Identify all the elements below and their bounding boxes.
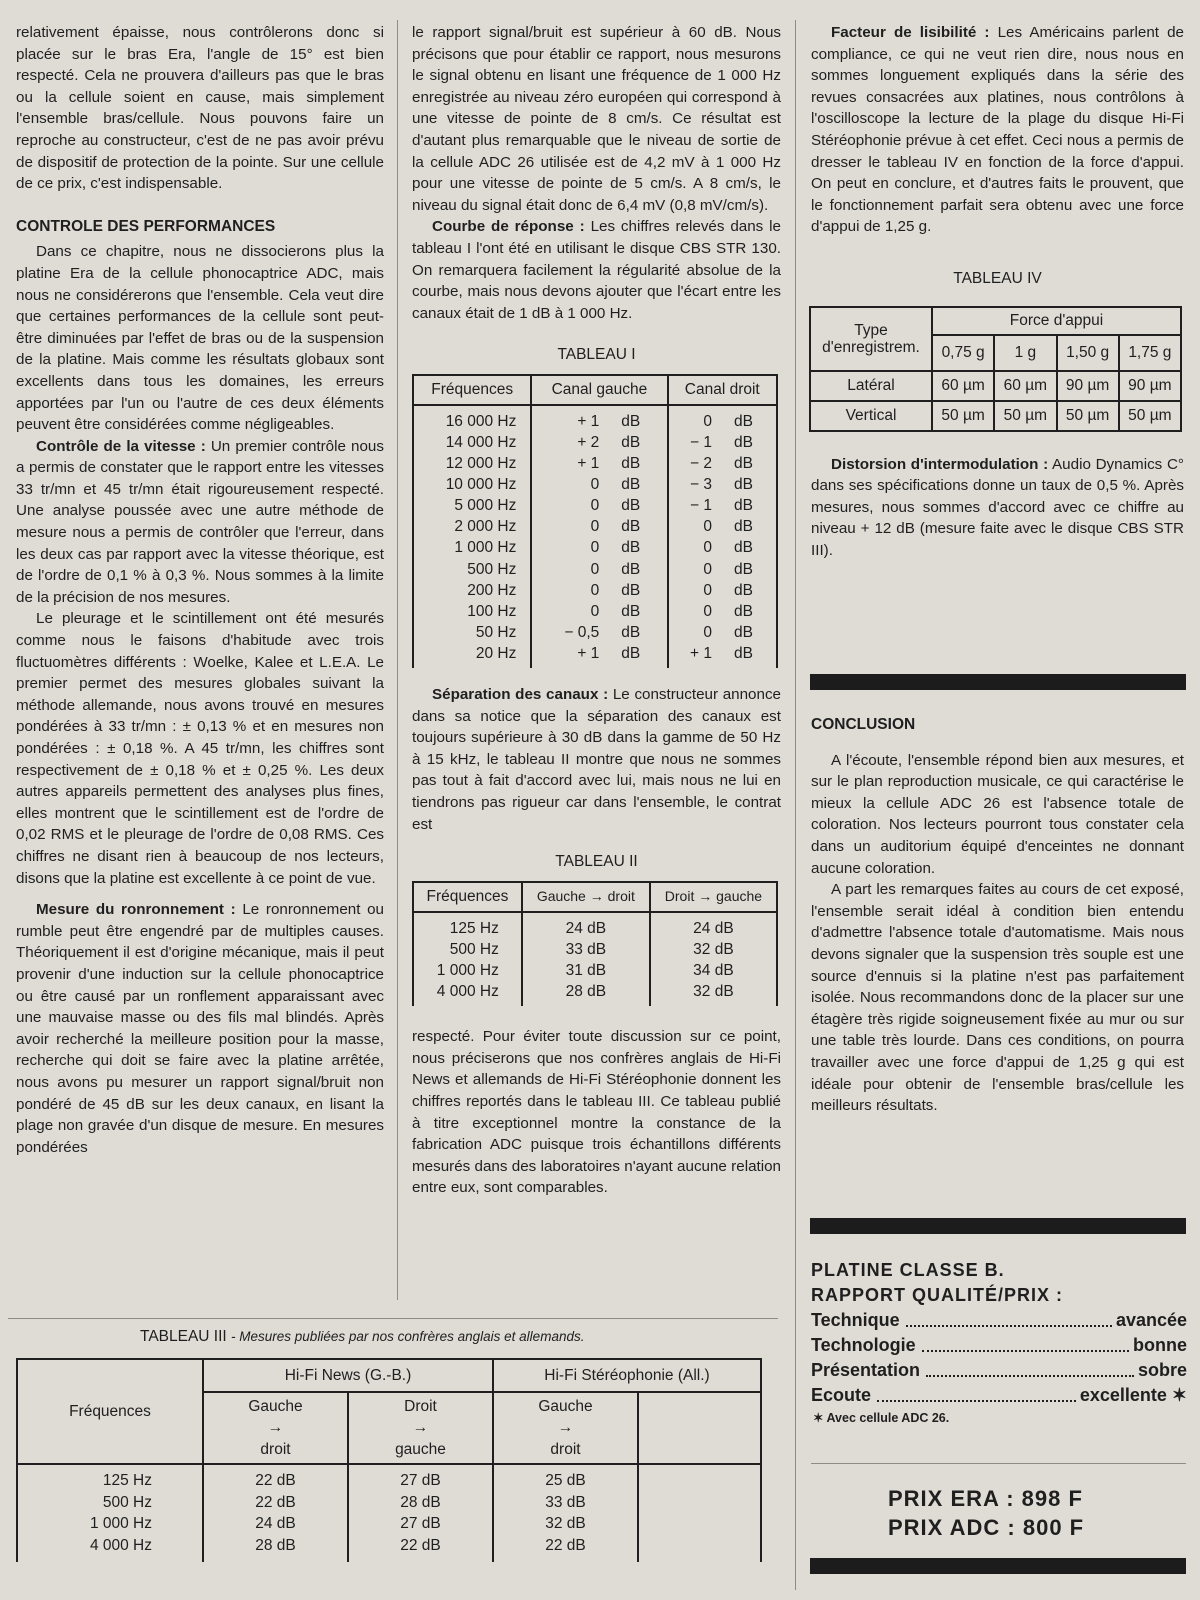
rating-item	[811, 1383, 1187, 1408]
table-row	[413, 622, 777, 643]
run-in-heading: Mesure du ronronnement :	[36, 901, 236, 919]
value-cell: 0	[531, 474, 607, 495]
value-cell: 60 µm	[932, 371, 994, 401]
paragraph-text: Le constructeur annonce dans sa notice que la séparation des canaux est toujours supérieure à 30 dB dans la gamme de 50 Hz à 15 kHz, le tableau II montre que nous ne sommes pas tout à fait d'accord avec lui, mais nous ne lui en tiendrons pas rigueur car dans l'ensemble, le contrat est	[412, 686, 781, 833]
paragraph	[16, 899, 384, 1158]
value-cell: 34 dB	[650, 960, 777, 981]
unit-cell: dB	[720, 474, 777, 495]
paragraph	[16, 436, 384, 609]
value-cell: 22 dB	[203, 1464, 348, 1492]
value-cell: 28 dB	[522, 981, 650, 1006]
value-cell: 0	[668, 405, 720, 432]
table-row	[413, 537, 777, 558]
table-row	[413, 432, 777, 453]
table-empty-cell	[638, 1492, 761, 1514]
rating-item	[811, 1358, 1187, 1383]
paragraph	[811, 454, 1184, 562]
unit-cell: dB	[720, 559, 777, 580]
unit-cell: dB	[607, 643, 667, 668]
value-cell: + 1	[531, 405, 607, 432]
table-header: Gauche → droit	[522, 882, 650, 912]
section-heading: CONCLUSION	[811, 716, 916, 733]
rating-item	[811, 1308, 1187, 1333]
table-row	[413, 580, 777, 601]
table-caption: TABLEAU III	[140, 1328, 227, 1345]
value-cell: 0	[531, 495, 607, 516]
frequency-cell: 500 Hz	[413, 559, 531, 580]
value-cell: 27 dB	[348, 1464, 493, 1492]
table-row	[413, 559, 777, 580]
frequency-cell: 50 Hz	[413, 622, 531, 643]
table-subheader	[493, 1392, 638, 1464]
table-empty-cell	[638, 1392, 761, 1464]
frequency-cell: 4 000 Hz	[17, 1535, 203, 1563]
rating-label: Technique	[811, 1310, 900, 1330]
value-cell: 50 µm	[1057, 401, 1119, 431]
rating-value: avancée	[1115, 1310, 1187, 1330]
paragraph: Dans ce chapitre, nous ne dissocierons plus la platine Era de la cellule phonocaptrice ADC, mais nous ne considérerons que l'ensemble. Cela veut dire que certaines performances de la cellule sont peut-être diminuées par l'effet de bras ou de la suspension de la platine. Mais comme les résultats globaux sont excellents dans tous les domaines, les erreurs apportées par l'un ou l'autre de ces deux éléments peuvent être considérées comme négligeables.	[16, 243, 384, 434]
rating-title: PLATINE CLASSE B.	[811, 1260, 1005, 1280]
table-header: Canal droit	[668, 375, 778, 405]
frequency-cell: 1 000 Hz	[413, 960, 522, 981]
value-cell: + 2	[531, 432, 607, 453]
frequency-cell: 20 Hz	[413, 643, 531, 668]
force-header-cell: 0,75 g	[932, 335, 994, 371]
dot-leader	[906, 1308, 1112, 1327]
price-era: PRIX ERA : 898 F	[888, 1486, 1083, 1511]
table-4	[809, 306, 1182, 432]
table-subheader	[203, 1392, 348, 1464]
frequency-cell: 1 000 Hz	[413, 537, 531, 558]
price-rule	[811, 1463, 1186, 1464]
frequency-cell: 14 000 Hz	[413, 432, 531, 453]
unit-cell: dB	[720, 622, 777, 643]
value-cell: 22 dB	[348, 1535, 493, 1563]
rating-item	[811, 1333, 1187, 1358]
rating-label: Technologie	[811, 1335, 916, 1355]
frequency-cell: 4 000 Hz	[413, 981, 522, 1006]
value-cell: 28 dB	[348, 1492, 493, 1514]
value-cell: 0	[668, 559, 720, 580]
paragraph	[412, 684, 781, 835]
value-cell: 24 dB	[522, 912, 650, 939]
table-caption: TABLEAU IV	[953, 269, 1042, 287]
sub-label: droit	[550, 1440, 581, 1458]
table-row	[413, 516, 777, 537]
frequency-cell: 100 Hz	[413, 601, 531, 622]
paragraph	[412, 216, 781, 324]
rating-value: sobre	[1137, 1360, 1187, 1380]
table-1	[412, 374, 778, 668]
table-subheader	[348, 1392, 493, 1464]
value-cell: + 1	[668, 643, 720, 668]
unit-cell: dB	[720, 580, 777, 601]
paragraph-text: Un premier contrôle nous a permis de constater que le rapport entre les vitesses 33 tr/mn et 45 tr/mn était rigoureusement respecté. Une analyse poussée avec une autre méthode de mesure nous a permis de contrôler que l'erreur, dans les deux cas par rapport avec la vitesse théorique, est de l'ordre de 0,1 % à 0,3 %. Nous sommes à la limite de la précision de nos mesures.	[16, 437, 384, 606]
row-label-cell: Vertical	[810, 401, 932, 431]
dot-leader	[926, 1358, 1134, 1377]
table-row	[810, 401, 1181, 431]
table-caption: TABLEAU I	[557, 346, 636, 364]
value-cell: 0	[531, 601, 607, 622]
column-1	[16, 22, 384, 1158]
value-cell: 0	[668, 601, 720, 622]
value-cell: 0	[668, 516, 720, 537]
unit-cell: dB	[607, 622, 667, 643]
value-cell: 0	[668, 537, 720, 558]
paragraph: Le pleurage et le scintillement ont été mesurés comme nous le faisons d'habitude avec trois fluctuomètres différents : Woelke, Kalee et L.E.A. Le premier permet des mesures globales suivant la méthode allemande, nous avons trouvé en mesures pondérées à 33 tr/mn : ± 0,13 % et en mesures non pondérées : ± 0,18 %. A 45 tr/mn, les chiffres sont respectivement de ± 0,18 % et ± 0,25 %. Les deux autres appareils permettent des analyses plus fines, elles montrent que le scintillement est de l'ordre de 0,02 RMS et le pleurage de l'ordre de 0,08 RMS. Ces chiffres ne disant rien à beaucoup de nos lecteurs, disons que la platine est excellente à ce point de vue.	[16, 610, 384, 887]
value-cell: 32 dB	[493, 1513, 638, 1535]
value-cell: − 0,5	[531, 622, 607, 643]
column-2	[412, 22, 781, 1199]
value-cell: 31 dB	[522, 960, 650, 981]
value-cell: 22 dB	[493, 1535, 638, 1563]
table-header: Droit → gauche	[650, 882, 777, 912]
rating-value: excellente ✶	[1079, 1385, 1187, 1405]
section-heading: CONTROLE DES PERFORMANCES	[16, 217, 276, 235]
arrow: →	[412, 1419, 429, 1437]
value-cell: 24 dB	[203, 1513, 348, 1535]
frequency-cell: 16 000 Hz	[413, 405, 531, 432]
paragraph: relativement épaisse, nous contrôlerons donc si placée sur le bras Era, l'angle de 15° est bien respecté. Cela ne prouvera d'ailleurs pas que le bras ou la cellule soient en cause, mais simplement l'ensemble bras/cellule. Nous pouvons faire un reproche au constructeur, c'est de ne pas avoir prévu de dispositif de protection de la pointe. Sur une cellule de ce prix, c'est indispensable.	[16, 24, 384, 193]
frequency-cell: 200 Hz	[413, 580, 531, 601]
run-in-heading: Séparation des canaux :	[432, 686, 609, 704]
value-cell: 33 dB	[493, 1492, 638, 1514]
value-cell: 90 µm	[1057, 371, 1119, 401]
frequency-cell: 5 000 Hz	[413, 495, 531, 516]
paragraph-text: Audio Dynamics C° dans ses spécifications donne un taux de 0,5 %. Après mesures, nous sommes d'accord avec ce chiffre au niveau + 12 dB (mesure faite avec le disque CBS STR III).	[811, 455, 1184, 559]
table-row	[17, 1464, 761, 1492]
unit-cell: dB	[720, 643, 777, 668]
table-row	[413, 939, 777, 960]
value-cell: 60 µm	[994, 371, 1056, 401]
column-3	[811, 22, 1184, 562]
price-adc: PRIX ADC : 800 F	[888, 1515, 1085, 1540]
column-rule	[397, 20, 398, 1300]
paragraph: respecté. Pour éviter toute discussion sur ce point, nous préciserons que nos confrères anglais de Hi-Fi News et allemands de Hi-Fi Stéréophonie donnent les chiffres reportés dans le tableau III. Ce tableau publié à titre exceptionnel montre la constance de la fabrication ADC puisque trois échantillons différents mesurés dans des laboratoires n'ayant aucune relation entre eux, sont comparables.	[412, 1028, 781, 1197]
table-2	[412, 881, 778, 1006]
force-header-cell: 1,50 g	[1057, 335, 1119, 371]
value-cell: 0	[531, 537, 607, 558]
dot-leader	[922, 1333, 1129, 1352]
unit-cell: dB	[607, 559, 667, 580]
run-in-heading: Contrôle de la vitesse :	[36, 437, 206, 455]
frequency-cell: 1 000 Hz	[17, 1513, 203, 1535]
table-row	[413, 495, 777, 516]
run-in-heading: Courbe de réponse :	[432, 218, 585, 236]
table-header: Fréquences	[413, 375, 531, 405]
table-empty-cell	[638, 1535, 761, 1563]
value-cell: 50 µm	[932, 401, 994, 431]
section-bar	[810, 674, 1186, 690]
value-cell: − 1	[668, 432, 720, 453]
table-row	[413, 601, 777, 622]
value-cell: + 1	[531, 643, 607, 668]
rating-title: RAPPORT QUALITÉ/PRIX :	[811, 1285, 1064, 1305]
sub-label: gauche	[395, 1440, 446, 1458]
value-cell: 33 dB	[522, 939, 650, 960]
unit-cell: dB	[607, 495, 667, 516]
paragraph-text: Les Américains parlent de compliance, ce qui ne veut rien dire, nous nous en sommes longuement expliqués dans la série des revues consacrées aux platines, nous contrôlons à l'oscilloscope la lecture de la plage du disque Hi-Fi Stéréophonie prévue à cet effet. Ceci nous a permis de dresser le tableau IV en fonction de la force d'appui. On peut en conclure, et d'autres faits le prouvent, que le fonctionnement parfait sera obtenu avec une force d'appui de 1,25 g.	[811, 24, 1184, 236]
paragraph: le rapport signal/bruit est supérieur à 60 dB. Nous précisons que pour établir ce rapport, nous mesurons le signal obtenu en lisant une fréquence de 1 000 Hz enregistrée au niveau zéro européen qui correspond à une vitesse de pointe de 8 cm/s. Ce résultat est d'autant plus remarquable que le niveau de sortie de la cellule ADC 26 utilisée est de 4,2 mV à 1 000 Hz pour une vitesse de pointe de 5 cm/s. A 8 cm/s, le niveau du signal était donc de 6,4 mV (0,8 mV/cm/s).	[412, 24, 781, 214]
unit-cell: dB	[607, 516, 667, 537]
unit-cell: dB	[607, 580, 667, 601]
section-bar	[810, 1558, 1186, 1574]
value-cell: 50 µm	[1119, 401, 1181, 431]
value-cell: 90 µm	[1119, 371, 1181, 401]
table-header: Fréquences	[17, 1359, 203, 1464]
table-header: Fréquences	[413, 882, 522, 912]
value-cell: 24 dB	[650, 912, 777, 939]
unit-cell: dB	[720, 432, 777, 453]
rating-label: Ecoute	[811, 1385, 872, 1405]
value-cell: 32 dB	[650, 981, 777, 1006]
unit-cell: dB	[720, 453, 777, 474]
rating-value: bonne	[1133, 1335, 1187, 1355]
conclusion-block	[811, 714, 1184, 1117]
value-cell: 25 dB	[493, 1464, 638, 1492]
table-caption: TABLEAU II	[555, 853, 638, 871]
run-in-heading: Facteur de lisibilité :	[831, 24, 990, 41]
table-empty-cell	[638, 1464, 761, 1492]
value-cell: 27 dB	[348, 1513, 493, 1535]
table-row	[413, 981, 777, 1006]
paragraph: A part les remarques faites au cours de cet exposé, l'ensemble serait idéal à condition bien entendu d'admettre l'absence totale d'automatisme. Mais nous devons signaler que la suspension très souple est une source d'ennuis si la platine n'est pas parfaitement isolée. Nous recommandons donc de la placer sur une étagère très rigide soigneusement fixée au mur ou sur une table très lourde. Dans ces conditions, on pourra travailler avec une force d'appui de 1,25 g qui est idéale pour obtenir de l'ensemble bras/cellule les meilleurs résultats.	[811, 881, 1184, 1115]
table-3-caption	[140, 1328, 584, 1346]
sub-label: droit	[260, 1440, 291, 1458]
frequency-cell: 12 000 Hz	[413, 453, 531, 474]
paragraph: A l'écoute, l'ensemble répond bien aux mesures, et sur le plan reproduction musicale, ce qui caractérise le mieux la cellule ADC 26 est l'absence totale de coloration. Nos lecteurs pourront tous constater cela dans un auditorium équipé d'enceintes ne donnant aucune coloration.	[811, 751, 1184, 877]
table-header: Force d'appui	[932, 307, 1181, 335]
value-cell: 0	[668, 622, 720, 643]
table-caption-note: - Mesures publiées par nos confrères anglais et allemands.	[231, 1329, 585, 1344]
value-cell: 0	[531, 516, 607, 537]
force-header-cell: 1,75 g	[1119, 335, 1181, 371]
paragraph-text: Les chiffres relevés dans le tableau I l'ont été en utilisant le disque CBS STR 130. On remarquera facilement la régularité absolue de la courbe, mais nous devons ajouter que l'écart entre les canaux était de 1 dB à 1 000 Hz.	[412, 218, 781, 322]
section-bar	[810, 1218, 1186, 1234]
force-header-cell: 1 g	[994, 335, 1056, 371]
table-empty-cell	[638, 1513, 761, 1535]
table-row	[413, 474, 777, 495]
table-group-header: Hi-Fi Stéréophonie (All.)	[493, 1359, 761, 1392]
table-row	[413, 912, 777, 939]
unit-cell: dB	[607, 453, 667, 474]
table-row	[810, 371, 1181, 401]
value-cell: + 1	[531, 453, 607, 474]
unit-cell: dB	[607, 537, 667, 558]
unit-cell: dB	[607, 474, 667, 495]
paragraph	[811, 22, 1184, 238]
unit-cell: dB	[720, 537, 777, 558]
table-group-header: Hi-Fi News (G.-B.)	[203, 1359, 493, 1392]
frequency-cell: 2 000 Hz	[413, 516, 531, 537]
value-cell: 28 dB	[203, 1535, 348, 1563]
value-cell: − 1	[668, 495, 720, 516]
rating-label: Présentation	[811, 1360, 921, 1380]
sub-label: Gauche	[538, 1397, 593, 1415]
table-row	[413, 960, 777, 981]
table-3-rule	[8, 1318, 778, 1319]
unit-cell: dB	[607, 432, 667, 453]
table-row	[17, 1492, 761, 1514]
table-row	[413, 643, 777, 668]
value-cell: 50 µm	[994, 401, 1056, 431]
rating-box	[811, 1258, 1187, 1425]
unit-cell: dB	[720, 405, 777, 432]
unit-cell: dB	[607, 601, 667, 622]
value-cell: 32 dB	[650, 939, 777, 960]
price-block	[888, 1484, 1084, 1542]
table-header: Canal gauche	[531, 375, 667, 405]
value-cell: 0	[531, 580, 607, 601]
run-in-heading: Distorsion d'intermodulation :	[831, 455, 1049, 473]
arrow: →	[557, 1419, 574, 1437]
frequency-cell: 10 000 Hz	[413, 474, 531, 495]
unit-cell: dB	[720, 601, 777, 622]
table-row	[413, 453, 777, 474]
value-cell: − 3	[668, 474, 720, 495]
frequency-cell: 125 Hz	[17, 1464, 203, 1492]
frequency-cell: 500 Hz	[17, 1492, 203, 1514]
arrow: →	[267, 1419, 284, 1437]
column-rule	[795, 20, 796, 1590]
unit-cell: dB	[720, 495, 777, 516]
table-row	[17, 1513, 761, 1535]
rating-note: ✶ Avec cellule ADC 26.	[813, 1411, 950, 1425]
table-row	[17, 1535, 761, 1563]
sub-label: Droit	[404, 1397, 437, 1415]
unit-cell: dB	[720, 516, 777, 537]
frequency-cell: 125 Hz	[413, 912, 522, 939]
sub-label: Gauche	[248, 1397, 303, 1415]
table-3	[16, 1358, 762, 1562]
value-cell: 0	[668, 580, 720, 601]
row-label-cell: Latéral	[810, 371, 932, 401]
frequency-cell: 500 Hz	[413, 939, 522, 960]
rating-list	[811, 1308, 1187, 1408]
dot-leader	[877, 1383, 1076, 1402]
value-cell: 0	[531, 559, 607, 580]
paragraph-text: Le ronronnement ou rumble peut être engendré par de multiples causes. Théoriquement il est d'origine mécanique, mais il peut provenir d'une induction sur la cellule phonocaptrice ou être causé par un ronflement apparaissant avec une mauvaise masse ou des fils mal blindés. Après avoir recherché la meilleure position pour la masse, recherche qui doit se faire avec la platine arrêtée, nous avons pu mesurer un rapport signal/bruit non pondéré de 45 dB sur les deux canaux, en lisant la plage non gravée d'un disque de mesure. En mesures pondérées	[16, 901, 384, 1156]
table-row	[413, 405, 777, 432]
table-header: Type d'enregistrem.	[810, 307, 932, 371]
unit-cell: dB	[607, 405, 667, 432]
value-cell: − 2	[668, 453, 720, 474]
value-cell: 22 dB	[203, 1492, 348, 1514]
